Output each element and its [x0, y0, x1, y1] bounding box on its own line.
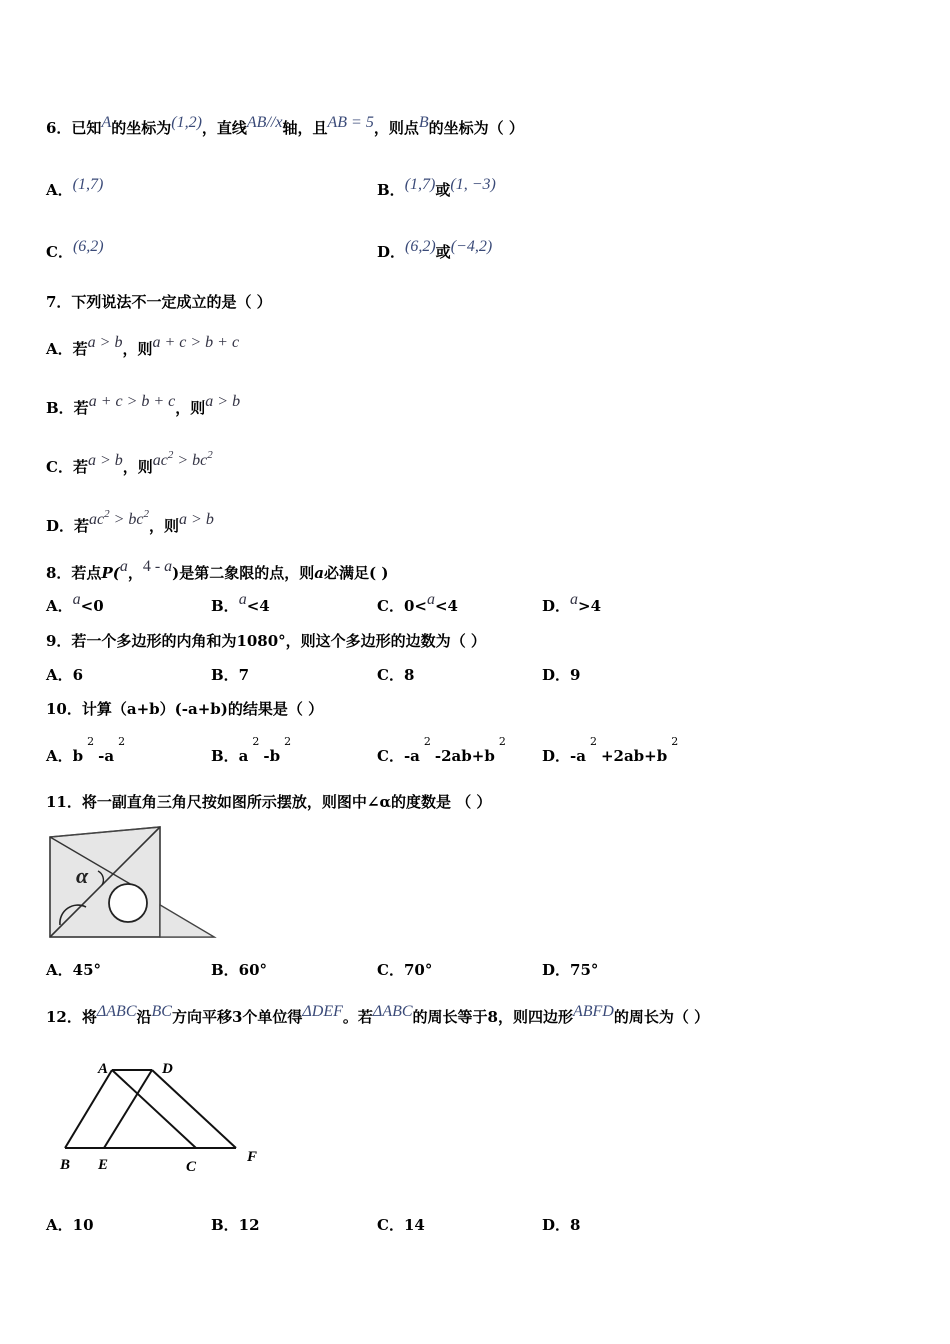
label-F: F [247, 1149, 258, 1165]
q12-option-c: C．14 [377, 1216, 425, 1234]
q10-option-c: C．$-a^2-2ab+b^2$ [377, 735, 506, 765]
q6-option-a: A．(1,7) [46, 176, 104, 199]
q12-option-a: A．10 [46, 1216, 94, 1234]
q7-option-d: D．若$ac^2 > bc^2$，则a > b [46, 508, 214, 535]
q8-option-c: C．0<a<4 [377, 591, 458, 615]
q12-option-d: D．8 [542, 1216, 581, 1234]
q10-option-d: D．$-a^2+2ab+b^2$ [542, 735, 679, 765]
q11-option-d: D．75° [542, 961, 599, 979]
q10-option-b: B．$a^2-b^2$ [211, 735, 292, 765]
q10-option-a: A．$b^2-a^2$ [46, 735, 126, 765]
q9-option-a: A．6 [46, 666, 84, 684]
segment-ED [104, 1070, 152, 1148]
q12-stem: 12．将ΔABC沿BC方向平移3个单位得ΔDEF。若ΔABC的周长等于8，则四边形ABFD的周长为（ ） [46, 1003, 710, 1026]
circle-hole [109, 884, 147, 922]
q6-option-d: D．(6,2)或(−4,2) [377, 238, 493, 261]
q8-stem: 8．若点P(a，4 - a)是第二象限的点，则a必满足( ) [46, 558, 389, 582]
label-E: E [98, 1157, 109, 1173]
alpha-label: α [76, 863, 89, 888]
math-coord: (1,2) [171, 114, 202, 131]
label-B: B [60, 1157, 71, 1173]
q11-option-a: A．45° [46, 961, 102, 979]
math-len: AB = 5 [327, 114, 374, 131]
q6-stem: 6．已知A的坐标为(1,2)，直线AB//x轴，且AB = 5，则点B的坐标为（ ） [46, 114, 524, 137]
segment-BA [65, 1070, 112, 1148]
q9-option-c: C．8 [377, 666, 415, 684]
math-A: A [101, 114, 112, 131]
small-triangle [160, 905, 214, 937]
label-C: C [186, 1159, 197, 1175]
q7-option-a: A．若a > b，则a + c > b + c [46, 334, 240, 358]
label-A: A [98, 1061, 109, 1077]
q7-stem: 7．下列说法不一定成立的是（ ） [46, 293, 272, 311]
q11-option-c: C．70° [377, 961, 433, 979]
q11-option-b: B．60° [211, 961, 268, 979]
math-B: B [418, 114, 429, 131]
segment-DF [152, 1070, 236, 1148]
q8-option-b: B．a<4 [211, 591, 270, 615]
q8-option-d: D．a>4 [542, 591, 602, 615]
q8-option-a: A．a<0 [46, 591, 104, 615]
q11-stem: 11．将一副直角三角尺按如图所示摆放，则图中∠α的度数是 （ ） [46, 793, 492, 811]
q12-figure [46, 1055, 266, 1180]
q9-option-b: B．7 [211, 666, 250, 684]
q9-stem: 9．若一个多边形的内角和为1080°，则这个多边形的边数为（ ） [46, 632, 486, 650]
q10-stem: 10．计算（a+b）(-a+b)的结果是（ ） [46, 700, 324, 718]
segment-AC [112, 1070, 196, 1148]
q7-option-c: C．若a > b，则$ac^2 > bc^2$ [46, 449, 213, 476]
q9-option-d: D．9 [542, 666, 581, 684]
q6-option-c: C．(6,2) [46, 238, 104, 261]
q6-option-b: B．(1,7)或(1, −3) [377, 176, 496, 199]
q12-option-b: B．12 [211, 1216, 260, 1234]
q11-figure [46, 825, 218, 941]
label-D: D [162, 1061, 173, 1077]
q7-option-b: B．若a + c > b + c，则a > b [46, 393, 241, 417]
math-line: AB//x [246, 114, 283, 131]
